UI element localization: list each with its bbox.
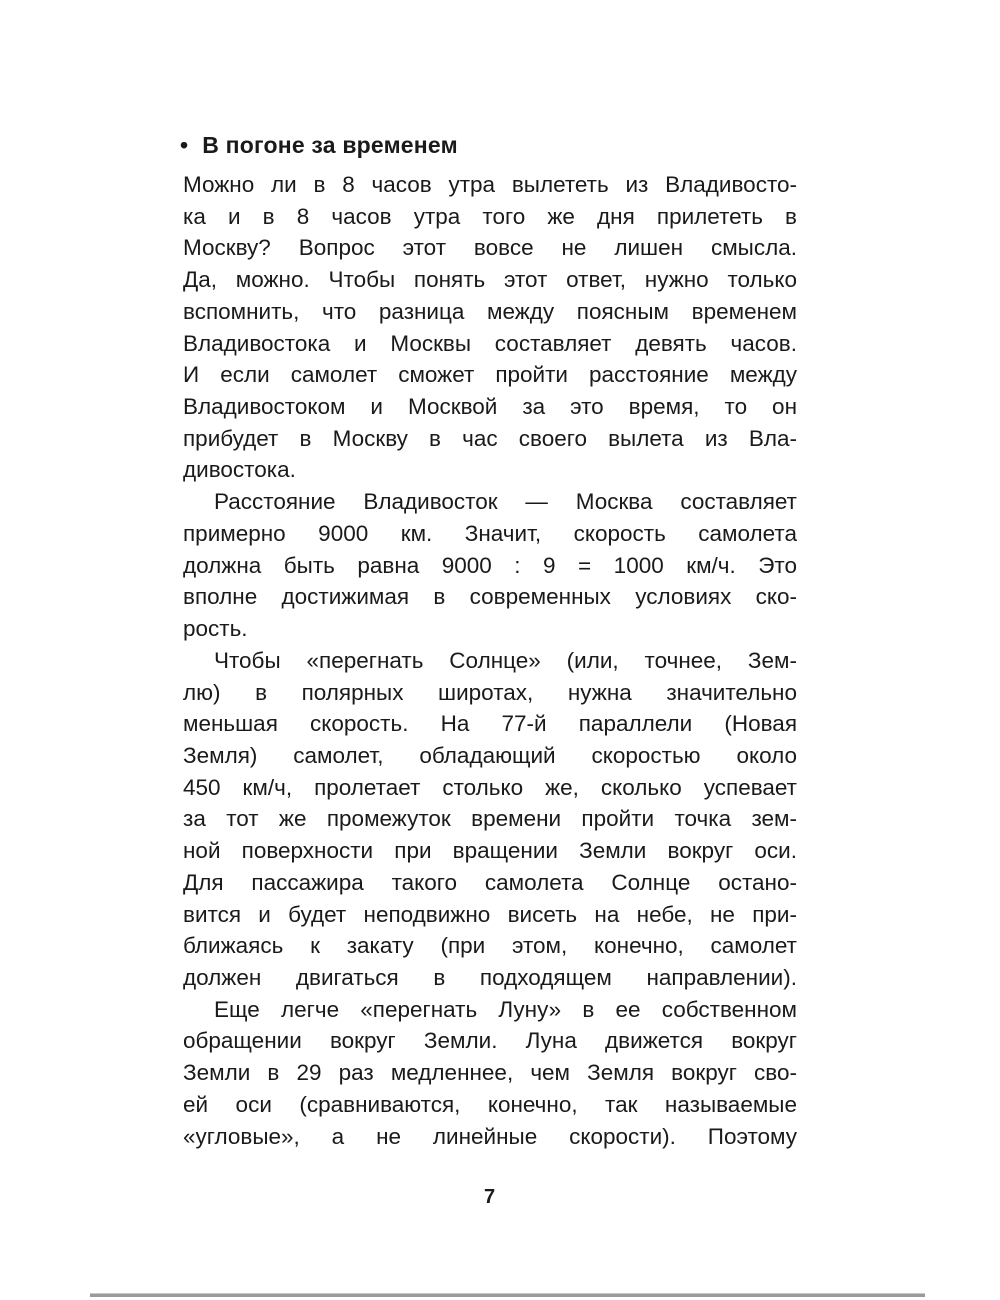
text-line: ной поверхности при вращении Земли вокруг оси. (183, 838, 797, 864)
text-line: Земли в 29 раз медленнее, чем Земля вокруг сво- (183, 1060, 797, 1086)
section-title: В погоне за временем (202, 132, 458, 158)
paragraph (183, 169, 797, 486)
text-line: дивостока. (183, 457, 296, 483)
text-line: 450 км/ч, пролетает столько же, сколько успевает (183, 774, 797, 800)
text-line: вится и будет неподвижно висеть на небе, не при- (183, 901, 797, 927)
bullet-icon: • (180, 132, 189, 158)
text-line: ближаясь к закату (при этом, конечно, самолет (183, 933, 797, 959)
text-line: ка и в 8 часов утра того же дня прилететь в (183, 203, 797, 229)
text-line: Владивостоком и Москвой за это время, то он (183, 394, 797, 420)
text-line: вспомнить, что разница между поясным временем (183, 298, 797, 324)
text-line: меньшая скорость. На 77-й параллели (Новая (183, 711, 797, 737)
text-line: должна быть равна 9000 : 9 = 1000 км/ч. Это (183, 552, 797, 578)
text-line: прибудет в Москву в час своего вылета из Вла- (183, 425, 797, 451)
text-line: Да, можно. Чтобы понять этот ответ, нужно только (183, 267, 797, 293)
text-line: должен двигаться в подходящем направлении). (183, 964, 797, 990)
page-number: 7 (484, 1186, 496, 1208)
text-line: Можно ли в 8 часов утра вылететь из Владивосто- (183, 172, 797, 197)
text-line: примерно 9000 км. Значит, скорость самолета (183, 520, 797, 546)
text-line: лю) в полярных широтах, нужна значительно (183, 679, 797, 705)
section-heading (180, 130, 458, 160)
paragraph (183, 486, 797, 645)
text-line: «угловые», а не линейные скорости). Поэтому (183, 1123, 797, 1149)
text-line: ей оси (сравниваются, конечно, так называемые (183, 1091, 797, 1117)
body-text (183, 169, 797, 1152)
text-line: обращении вокруг Земли. Луна движется вокруг (183, 1028, 797, 1054)
text-line: Еще легче «перегнать Луну» в ее собственном (214, 996, 797, 1022)
text-line: вполне достижимая в современных условиях ско- (183, 584, 797, 610)
text-line: Чтобы «перегнать Солнце» (или, точнее, Зем- (214, 647, 797, 673)
text-line: Земля) самолет, обладающий скоростью около (183, 742, 797, 768)
text-line: за тот же промежуток времени пройти точка зем- (183, 806, 797, 832)
text-line: Расстояние Владивосток — Москва составляет (214, 489, 797, 515)
text-line: Владивостока и Москвы составляет девять часов. (183, 330, 797, 356)
text-line: рость. (183, 616, 248, 642)
text-line: Для пассажира такого самолета Солнце остано- (183, 869, 797, 895)
text-line: И если самолет сможет пройти расстояние между (183, 362, 797, 388)
bottom-rule (90, 1293, 925, 1297)
text-line: Москву? Вопрос этот вовсе не лишен смысла. (183, 235, 797, 261)
paragraph (183, 645, 797, 994)
paragraph (183, 994, 797, 1153)
